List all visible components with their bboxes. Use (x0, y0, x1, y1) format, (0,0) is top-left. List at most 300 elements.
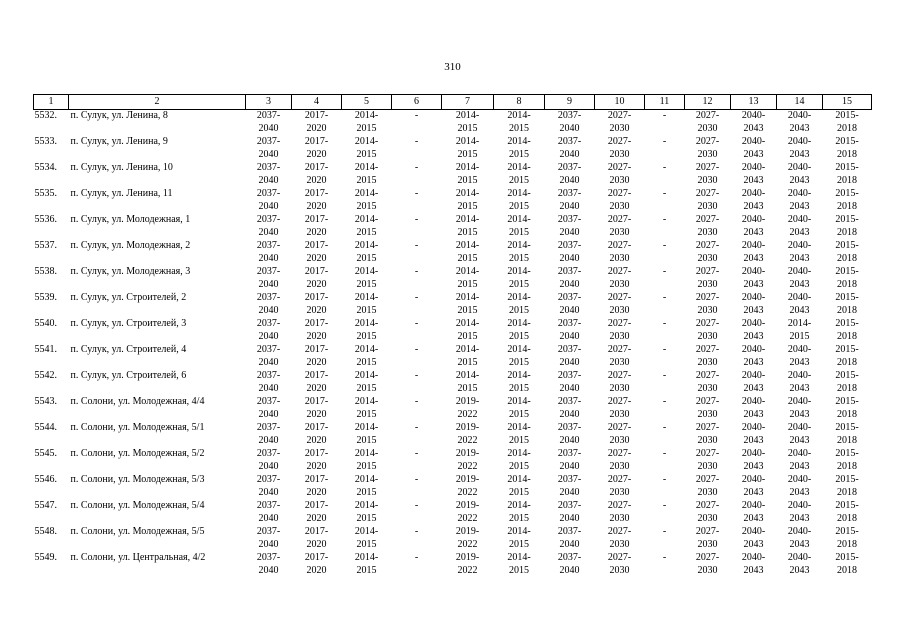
period-start: 2037- (256, 110, 281, 121)
period-start: 2014- (455, 266, 480, 277)
column-header-8: 8 (494, 95, 545, 110)
empty-period-cell: - (414, 292, 419, 303)
period-end: 2015 (509, 382, 529, 394)
period-cell (777, 214, 823, 240)
period-cell (494, 552, 545, 578)
period-start: 2019- (455, 552, 480, 563)
period-end: 2015 (356, 148, 377, 160)
period-end: 2043 (743, 538, 764, 550)
period-end: 2043 (743, 434, 764, 446)
period-start: 2037- (256, 162, 281, 173)
period-start: 2037- (256, 266, 281, 277)
period-cell (545, 110, 595, 137)
column-header-2: 2 (69, 95, 246, 110)
period-end: 2018 (837, 278, 857, 290)
period-end: 2040 (559, 486, 580, 498)
period-end: 2022 (457, 434, 478, 446)
period-start: 2014- (507, 266, 531, 277)
period-start: 2040- (741, 474, 766, 485)
period-end: 2015 (509, 538, 529, 550)
period-start: 2015- (835, 188, 859, 199)
period-start: 2014- (507, 318, 531, 329)
period-cell (777, 422, 823, 448)
period-start: 2037- (557, 422, 582, 433)
period-end: 2043 (743, 304, 764, 316)
period-cell (731, 344, 777, 370)
address-cell: п. Солони, ул. Молодежная, 5/3 (70, 474, 205, 485)
period-start: 2027- (607, 552, 632, 563)
period-cell (342, 318, 392, 344)
period-end: 2015 (789, 330, 810, 342)
period-end: 2040 (258, 460, 279, 472)
period-end: 2020 (306, 252, 327, 264)
period-cell (823, 448, 872, 474)
period-cell (292, 136, 342, 162)
period-cell (777, 292, 823, 318)
period-start: 2014- (354, 422, 379, 433)
period-start: 2017- (304, 552, 329, 563)
period-start: 2014- (455, 214, 480, 225)
period-start: 2027- (607, 526, 632, 537)
period-cell (685, 266, 731, 292)
period-cell (545, 240, 595, 266)
period-start: 2014- (354, 292, 379, 303)
period-end: 2020 (306, 434, 327, 446)
period-end: 2040 (258, 148, 279, 160)
period-cell (685, 214, 731, 240)
period-start: 2014- (354, 500, 379, 511)
period-start: 2017- (304, 136, 329, 147)
period-cell (545, 500, 595, 526)
period-cell (342, 552, 392, 578)
period-end: 2030 (697, 122, 718, 134)
period-end: 2015 (356, 330, 377, 342)
period-start: 2014- (507, 370, 531, 381)
period-start: 2040- (741, 500, 766, 511)
period-cell (494, 318, 545, 344)
period-end: 2030 (697, 278, 718, 290)
empty-period-cell: - (414, 344, 419, 355)
period-cell (823, 188, 872, 214)
period-cell (595, 370, 645, 396)
period-start: 2019- (455, 448, 480, 459)
period-cell (823, 552, 872, 578)
period-end: 2015 (509, 200, 529, 212)
period-start: 2017- (304, 292, 329, 303)
period-end: 2043 (789, 148, 810, 160)
period-start: 2027- (695, 526, 720, 537)
period-end: 2018 (837, 174, 857, 186)
table-row (34, 526, 872, 552)
period-end: 2043 (789, 252, 810, 264)
period-start: 2037- (256, 500, 281, 511)
period-start: 2014- (354, 396, 379, 407)
period-cell (685, 162, 731, 188)
period-start: 2014- (455, 162, 480, 173)
period-cell (292, 188, 342, 214)
empty-period-cell: - (414, 552, 419, 563)
table-row (34, 370, 872, 396)
table-row (34, 500, 872, 526)
period-end: 2030 (697, 434, 718, 446)
period-end: 2018 (837, 460, 857, 472)
period-start: 2027- (607, 396, 632, 407)
period-start: 2014- (455, 344, 480, 355)
period-cell (777, 344, 823, 370)
period-start: 2040- (787, 344, 812, 355)
period-cell (595, 552, 645, 578)
period-start: 2027- (695, 370, 720, 381)
period-start: 2027- (695, 214, 720, 225)
period-end: 2043 (743, 148, 764, 160)
period-cell (246, 240, 292, 266)
period-cell (685, 422, 731, 448)
period-end: 2040 (258, 382, 279, 394)
empty-period-cell: - (414, 162, 419, 173)
period-start: 2037- (256, 422, 281, 433)
period-cell (595, 214, 645, 240)
period-cell (777, 318, 823, 344)
period-cell (442, 526, 494, 552)
row-number: 5546. (34, 474, 57, 485)
period-start: 2017- (304, 448, 329, 459)
period-cell (442, 188, 494, 214)
period-start: 2037- (557, 448, 582, 459)
period-cell (342, 110, 392, 137)
period-cell (545, 448, 595, 474)
period-start: 2017- (304, 474, 329, 485)
period-start: 2014- (354, 266, 379, 277)
period-end: 2043 (789, 200, 810, 212)
column-header-7: 7 (442, 95, 494, 110)
period-start: 2040- (741, 266, 766, 277)
period-cell (823, 344, 872, 370)
period-end: 2043 (743, 200, 764, 212)
period-start: 2014- (507, 214, 531, 225)
period-cell (342, 500, 392, 526)
period-start: 2014- (507, 526, 531, 537)
period-start: 2014- (507, 552, 531, 563)
period-start: 2027- (607, 110, 632, 121)
period-end: 2015 (356, 408, 377, 420)
period-cell (731, 318, 777, 344)
row-number: 5548. (34, 526, 57, 537)
period-start: 2027- (695, 344, 720, 355)
period-cell (777, 110, 823, 137)
table-row (34, 552, 872, 578)
period-cell (494, 500, 545, 526)
period-end: 2040 (258, 330, 279, 342)
empty-period-cell: - (662, 318, 667, 329)
table-row (34, 188, 872, 214)
table-row (34, 292, 872, 318)
period-cell (731, 214, 777, 240)
period-cell (731, 500, 777, 526)
period-cell (494, 162, 545, 188)
period-start: 2037- (256, 552, 281, 563)
period-start: 2014- (507, 188, 531, 199)
period-cell (731, 526, 777, 552)
column-header-3: 3 (246, 95, 292, 110)
period-cell (595, 110, 645, 137)
period-cell (595, 162, 645, 188)
period-cell (494, 448, 545, 474)
period-start: 2037- (557, 318, 582, 329)
period-start: 2040- (787, 266, 812, 277)
period-cell (342, 214, 392, 240)
period-end: 2030 (609, 304, 630, 316)
period-cell (823, 266, 872, 292)
period-end: 2018 (837, 512, 857, 524)
period-start: 2014- (354, 188, 379, 199)
table-row (34, 318, 872, 344)
period-start: 2015- (835, 266, 859, 277)
row-number: 5542. (34, 370, 57, 381)
period-cell (731, 266, 777, 292)
period-start: 2027- (607, 448, 632, 459)
period-start: 2027- (695, 136, 720, 147)
period-end: 2015 (509, 460, 529, 472)
period-end: 2030 (609, 434, 630, 446)
period-cell (777, 266, 823, 292)
empty-period-cell: - (414, 266, 419, 277)
period-cell (342, 370, 392, 396)
period-start: 2017- (304, 370, 329, 381)
period-start: 2040- (741, 422, 766, 433)
period-end: 2030 (697, 538, 718, 550)
empty-period-cell: - (414, 370, 419, 381)
period-end: 2030 (609, 148, 630, 160)
period-cell (823, 396, 872, 422)
period-cell (823, 110, 872, 137)
period-end: 2015 (509, 356, 529, 368)
period-end: 2043 (743, 122, 764, 134)
period-end: 2043 (789, 460, 810, 472)
period-start: 2014- (354, 162, 379, 173)
empty-period-cell: - (662, 370, 667, 381)
period-end: 2020 (306, 538, 327, 550)
period-cell (292, 396, 342, 422)
period-end: 2040 (559, 564, 580, 576)
period-end: 2040 (559, 304, 580, 316)
table-row (34, 266, 872, 292)
period-end: 2043 (743, 330, 764, 342)
period-cell (731, 422, 777, 448)
period-cell (595, 422, 645, 448)
period-cell (777, 526, 823, 552)
period-start: 2027- (607, 500, 632, 511)
period-start: 2037- (256, 136, 281, 147)
period-cell (246, 188, 292, 214)
period-end: 2022 (457, 512, 478, 524)
period-cell (595, 266, 645, 292)
period-end: 2040 (258, 538, 279, 550)
period-cell (685, 110, 731, 137)
column-header-1: 1 (34, 95, 69, 110)
period-start: 2037- (256, 292, 281, 303)
period-end: 2030 (697, 486, 718, 498)
period-end: 2040 (258, 200, 279, 212)
period-end: 2043 (743, 356, 764, 368)
period-cell (545, 318, 595, 344)
period-start: 2040- (741, 240, 766, 251)
period-start: 2040- (741, 162, 766, 173)
period-cell (545, 422, 595, 448)
period-cell (246, 136, 292, 162)
row-number: 5547. (34, 500, 57, 511)
period-start: 2037- (557, 110, 582, 121)
period-start: 2027- (695, 162, 720, 173)
period-cell (342, 292, 392, 318)
period-start: 2027- (695, 292, 720, 303)
period-cell (777, 474, 823, 500)
period-start: 2027- (695, 448, 720, 459)
period-end: 2020 (306, 122, 327, 134)
period-start: 2015- (835, 422, 859, 433)
period-cell (731, 448, 777, 474)
period-cell (442, 396, 494, 422)
period-start: 2014- (507, 162, 531, 173)
period-cell (494, 136, 545, 162)
period-cell (494, 110, 545, 137)
empty-period-cell: - (662, 552, 667, 563)
period-cell (777, 448, 823, 474)
period-end: 2043 (743, 486, 764, 498)
period-start: 2017- (304, 422, 329, 433)
period-start: 2040- (741, 552, 766, 563)
empty-period-cell: - (662, 448, 667, 459)
period-end: 2043 (789, 304, 810, 316)
period-end: 2015 (457, 174, 478, 186)
period-end: 2020 (306, 486, 327, 498)
period-start: 2040- (787, 214, 812, 225)
table-row (34, 136, 872, 162)
period-end: 2030 (697, 330, 718, 342)
period-start: 2037- (256, 474, 281, 485)
period-start: 2037- (256, 240, 281, 251)
period-cell (342, 188, 392, 214)
period-cell (442, 422, 494, 448)
period-cell (685, 500, 731, 526)
table-row (34, 474, 872, 500)
period-cell (777, 500, 823, 526)
period-end: 2043 (789, 512, 810, 524)
period-start: 2040- (787, 448, 812, 459)
period-end: 2015 (356, 200, 377, 212)
column-header-13: 13 (731, 95, 777, 110)
period-cell (731, 110, 777, 137)
period-cell (545, 214, 595, 240)
period-start: 2027- (607, 266, 632, 277)
period-cell (342, 240, 392, 266)
period-start: 2017- (304, 526, 329, 537)
empty-period-cell: - (414, 422, 419, 433)
period-start: 2040- (741, 396, 766, 407)
period-end: 2022 (457, 564, 478, 576)
period-start: 2040- (741, 370, 766, 381)
period-cell (595, 240, 645, 266)
period-start: 2040- (787, 188, 812, 199)
period-start: 2014- (507, 292, 531, 303)
period-end: 2018 (837, 408, 857, 420)
period-start: 2037- (557, 292, 582, 303)
period-start: 2027- (695, 318, 720, 329)
period-start: 2017- (304, 266, 329, 277)
period-end: 2020 (306, 226, 327, 238)
period-end: 2015 (509, 122, 529, 134)
column-header-14: 14 (777, 95, 823, 110)
period-cell (246, 292, 292, 318)
period-cell (342, 448, 392, 474)
period-start: 2014- (354, 214, 379, 225)
period-start: 2027- (695, 422, 720, 433)
period-end: 2030 (609, 538, 630, 550)
empty-period-cell: - (662, 474, 667, 485)
period-start: 2017- (304, 110, 329, 121)
period-start: 2040- (787, 292, 812, 303)
period-cell (595, 526, 645, 552)
period-end: 2020 (306, 512, 327, 524)
period-end: 2015 (509, 148, 529, 160)
period-start: 2037- (256, 318, 281, 329)
period-end: 2020 (306, 382, 327, 394)
period-end: 2043 (789, 226, 810, 238)
period-end: 2020 (306, 330, 327, 342)
period-start: 2037- (256, 526, 281, 537)
period-cell (342, 136, 392, 162)
period-start: 2040- (741, 292, 766, 303)
period-start: 2019- (455, 396, 480, 407)
period-start: 2014- (507, 448, 531, 459)
period-end: 2015 (457, 382, 478, 394)
column-header-10: 10 (595, 95, 645, 110)
period-start: 2014- (354, 526, 379, 537)
period-start: 2027- (607, 422, 632, 433)
period-cell (685, 240, 731, 266)
period-cell (246, 318, 292, 344)
period-end: 2015 (356, 304, 377, 316)
period-cell (494, 266, 545, 292)
period-end: 2020 (306, 356, 327, 368)
period-start: 2014- (354, 552, 379, 563)
address-cell: п. Солони, ул. Молодежная, 5/5 (70, 526, 205, 537)
period-end: 2040 (559, 278, 580, 290)
empty-period-cell: - (662, 396, 667, 407)
period-cell (292, 422, 342, 448)
period-cell (731, 292, 777, 318)
period-start: 2037- (557, 240, 582, 251)
period-start: 2027- (607, 188, 632, 199)
period-end: 2015 (457, 304, 478, 316)
period-cell (292, 292, 342, 318)
period-start: 2014- (787, 318, 812, 329)
period-end: 2030 (609, 486, 630, 498)
period-end: 2022 (457, 486, 478, 498)
period-end: 2030 (697, 382, 718, 394)
period-cell (685, 526, 731, 552)
period-end: 2020 (306, 408, 327, 420)
period-end: 2043 (789, 434, 810, 446)
period-end: 2040 (559, 356, 580, 368)
period-start: 2014- (354, 240, 379, 251)
period-end: 2022 (457, 460, 478, 472)
period-start: 2014- (455, 188, 480, 199)
period-start: 2027- (607, 240, 632, 251)
period-end: 2015 (457, 226, 478, 238)
period-start: 2015- (835, 344, 859, 355)
period-start: 2015- (835, 526, 859, 537)
period-end: 2015 (356, 226, 377, 238)
